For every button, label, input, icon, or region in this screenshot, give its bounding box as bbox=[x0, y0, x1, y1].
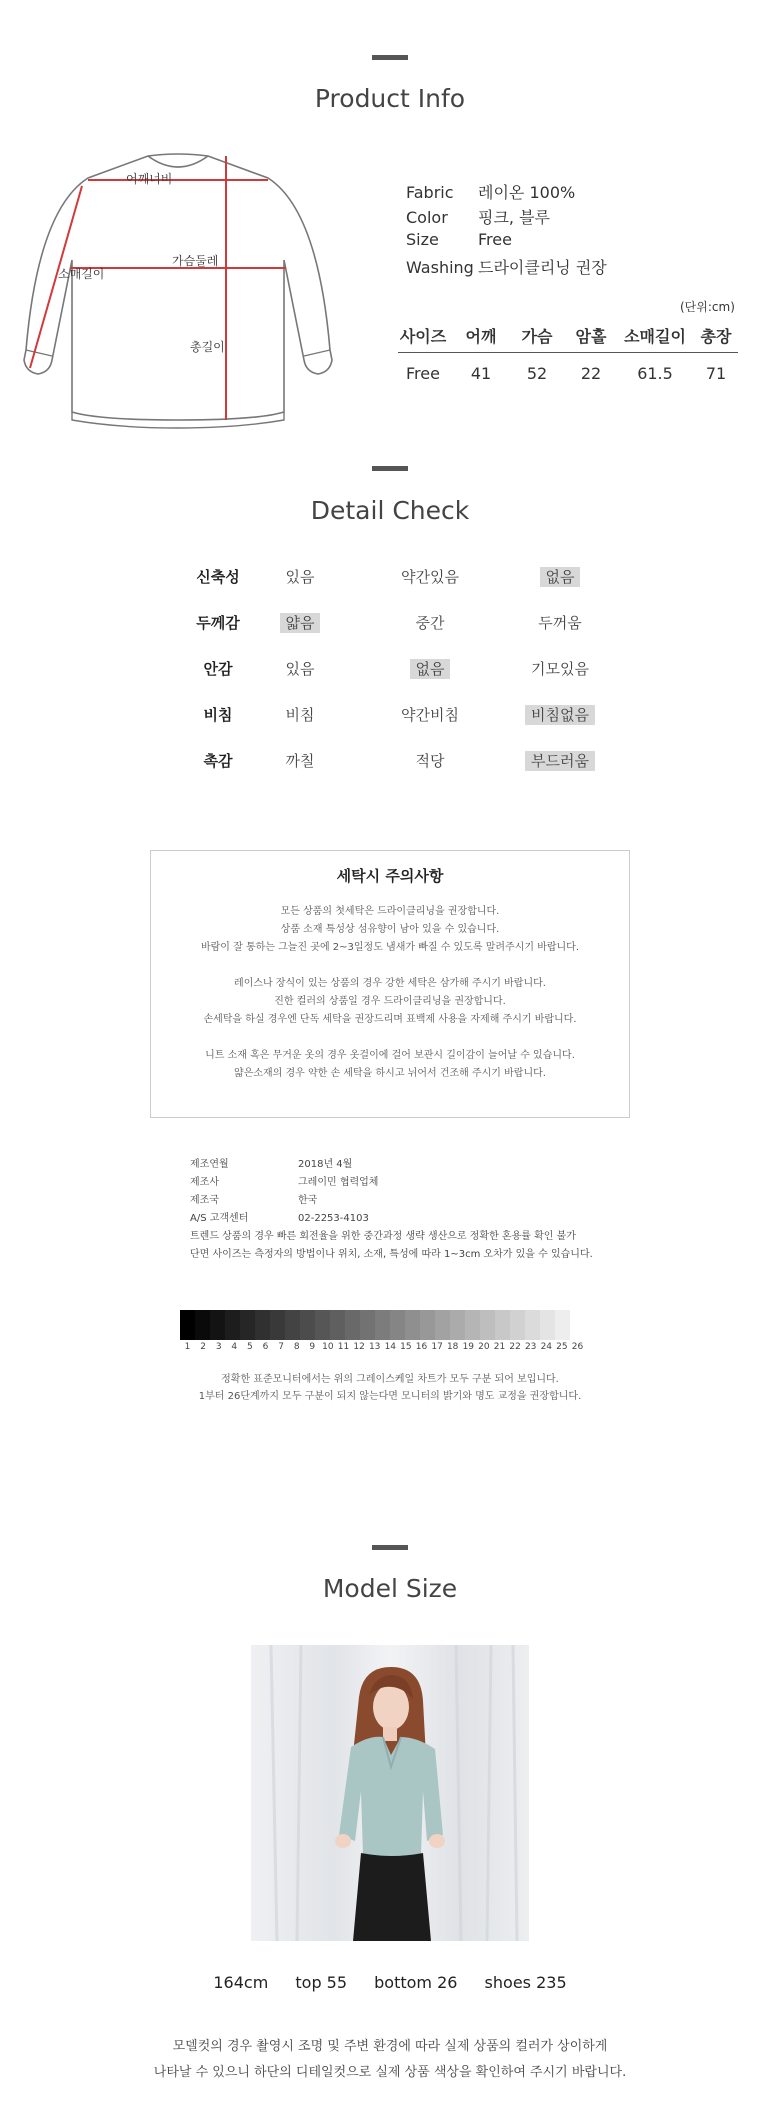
care-box bbox=[150, 850, 630, 1118]
detail-row bbox=[0, 700, 780, 730]
detail-row bbox=[0, 562, 780, 592]
model-note: 나타날 수 있으니 하단의 디테일컷으로 실제 상품 색상을 확인하여 주시기 바랍니다. bbox=[153, 2065, 627, 2080]
grayscale-swatch bbox=[420, 1310, 435, 1340]
grayscale-swatch bbox=[255, 1310, 270, 1340]
detail-check-title: Detail Check bbox=[310, 496, 470, 525]
grayscale-number: 7 bbox=[278, 1342, 284, 1352]
spec-color: Color 핑크, 블루 bbox=[406, 208, 550, 227]
grayscale-number: 20 bbox=[478, 1342, 490, 1352]
header-cell: 암홀 bbox=[575, 327, 607, 346]
detail-option-label: 중간 bbox=[415, 614, 445, 632]
header-cell: 가슴 bbox=[521, 327, 553, 346]
grayscale-swatch bbox=[210, 1310, 225, 1340]
grayscale-swatch bbox=[510, 1310, 525, 1340]
section-divider bbox=[372, 1545, 408, 1550]
detail-row bbox=[0, 608, 780, 638]
table-cell: 71 bbox=[705, 364, 727, 383]
detail-option-label: 두꺼움 bbox=[538, 614, 582, 632]
detail-row bbox=[0, 654, 780, 684]
grayscale-number: 16 bbox=[415, 1342, 428, 1352]
detail-option bbox=[370, 566, 490, 587]
header-cell: 총장 bbox=[700, 327, 732, 346]
grayscale-swatch bbox=[270, 1310, 285, 1340]
manufacture-row: 제조사 그레이민 협력업체 bbox=[190, 1177, 379, 1188]
manufacture-row: 제조국 한국 bbox=[190, 1195, 318, 1206]
detail-row-label: 촉감 bbox=[203, 752, 233, 770]
grayscale-swatch bbox=[345, 1310, 360, 1340]
detail-option bbox=[370, 612, 490, 633]
grayscale-number: 22 bbox=[509, 1342, 521, 1352]
table-cell: 52 bbox=[526, 364, 548, 383]
detail-option bbox=[240, 750, 360, 771]
grayscale-swatch bbox=[555, 1310, 570, 1340]
model-size-title: Model Size bbox=[322, 1574, 458, 1603]
chest-label: 가슴둘레 bbox=[172, 254, 219, 268]
model-note: 모델컷의 경우 촬영시 조명 및 주변 환경에 따라 실제 상품의 컬러가 상이하게 bbox=[172, 2039, 608, 2054]
grayscale-swatch bbox=[390, 1310, 405, 1340]
detail-option bbox=[370, 658, 490, 679]
detail-option-label: 적당 bbox=[415, 752, 445, 770]
model-shoes: shoes 235 bbox=[484, 1973, 567, 1992]
detail-option-label: 있음 bbox=[285, 660, 315, 678]
manufacture-note: 트렌드 상품의 경우 빠른 회전율을 위한 중간과정 생략 생산으로 정확한 혼용률 확인 불가 bbox=[190, 1231, 576, 1242]
spec-washing: Washing 드라이클리닝 권장 bbox=[406, 258, 607, 277]
product-info-title: Product Info bbox=[314, 84, 466, 113]
detail-option-selected: 없음 bbox=[540, 567, 581, 587]
grayscale-number: 15 bbox=[400, 1342, 412, 1352]
grayscale-numbers bbox=[180, 1342, 596, 1356]
model-illustration bbox=[251, 1645, 529, 1941]
care-title: 세탁시 주의사항 bbox=[336, 867, 444, 885]
table-cell: Free bbox=[406, 364, 440, 383]
model-height: 164cm bbox=[213, 1973, 269, 1992]
grayscale-number: 23 bbox=[524, 1342, 537, 1352]
grayscale-swatch bbox=[495, 1310, 510, 1340]
sweater-diagram bbox=[18, 150, 348, 430]
detail-option bbox=[240, 566, 360, 587]
grayscale-number: 9 bbox=[309, 1342, 316, 1352]
care-line: 레이스나 장식이 있는 상품의 경우 강한 세탁은 삼가해 주시기 바랍니다. bbox=[234, 978, 546, 989]
manufacture-row: 제조연월 2018년 4월 bbox=[190, 1159, 353, 1170]
detail-option-label: 있음 bbox=[285, 568, 315, 586]
detail-option bbox=[370, 704, 490, 725]
grayscale-number: 3 bbox=[215, 1342, 222, 1352]
detail-row-label: 안감 bbox=[203, 660, 233, 678]
detail-row-label: 신축성 bbox=[196, 568, 240, 586]
grayscale-chart bbox=[180, 1310, 570, 1340]
table-cell: 41 bbox=[470, 364, 492, 383]
detail-option bbox=[500, 658, 620, 679]
grayscale-number: 25 bbox=[556, 1342, 568, 1352]
detail-option-selected: 얇음 bbox=[280, 613, 321, 633]
grayscale-swatch bbox=[195, 1310, 210, 1340]
header-cell: 소매길이 bbox=[624, 327, 686, 346]
detail-option bbox=[370, 750, 490, 771]
detail-option-label: 까칠 bbox=[285, 752, 315, 770]
grayscale-note: 1부터 26단계까지 모두 구분이 되지 않는다면 모니터의 밝기와 명도 교정을 권장합니다. bbox=[198, 1391, 582, 1402]
unit-label: (단위:cm) bbox=[680, 300, 735, 314]
grayscale-swatch bbox=[375, 1310, 390, 1340]
detail-option bbox=[500, 612, 620, 633]
grayscale-number: 4 bbox=[231, 1342, 238, 1352]
grayscale-swatch bbox=[330, 1310, 345, 1340]
grayscale-number: 6 bbox=[262, 1342, 269, 1352]
length-label: 총길이 bbox=[190, 340, 225, 354]
detail-option-label: 기모있음 bbox=[531, 660, 589, 678]
grayscale-number: 2 bbox=[200, 1342, 206, 1352]
grayscale-number: 17 bbox=[431, 1342, 443, 1352]
grayscale-number: 21 bbox=[493, 1342, 506, 1352]
grayscale-swatch bbox=[315, 1310, 330, 1340]
grayscale-swatch bbox=[240, 1310, 255, 1340]
care-line: 진한 컬러의 상품일 경우 드라이클리닝을 권장합니다. bbox=[274, 996, 506, 1007]
detail-row-label: 두께감 bbox=[196, 614, 240, 632]
grayscale-number: 1 bbox=[184, 1342, 191, 1352]
detail-option bbox=[240, 612, 360, 633]
care-line: 얇은소재의 경우 약한 손 세탁을 하시고 뉘어서 건조해 주시기 바랍니다. bbox=[234, 1068, 546, 1079]
detail-option-selected: 비침없음 bbox=[525, 705, 595, 725]
grayscale-number: 11 bbox=[337, 1342, 350, 1352]
table-cell: 22 bbox=[580, 364, 602, 383]
grayscale-swatch bbox=[180, 1310, 195, 1340]
size-table-row bbox=[398, 358, 738, 392]
grayscale-swatch bbox=[360, 1310, 375, 1340]
manufacture-row: A/S 고객센터 02-2253-4103 bbox=[190, 1213, 369, 1224]
grayscale-number: 26 bbox=[571, 1342, 584, 1352]
manufacture-note: 단면 사이즈는 측정자의 방법이나 위치, 소재, 특성에 따라 1~3cm 오차가 있을 수 있습니다. bbox=[190, 1249, 593, 1260]
model-top: top 55 bbox=[295, 1973, 348, 1992]
size-table-header bbox=[398, 318, 738, 353]
detail-option bbox=[240, 704, 360, 725]
grayscale-number: 8 bbox=[293, 1342, 300, 1352]
grayscale-swatch bbox=[540, 1310, 555, 1340]
grayscale-swatch bbox=[225, 1310, 240, 1340]
care-line: 상품 소재 특성상 섬유향이 남아 있을 수 있습니다. bbox=[280, 924, 500, 935]
header-cell: 어깨 bbox=[465, 327, 497, 346]
grayscale-swatch bbox=[405, 1310, 420, 1340]
detail-option-selected: 없음 bbox=[410, 659, 451, 679]
sleeve-label: 소매길이 bbox=[58, 267, 105, 281]
grayscale-number: 18 bbox=[446, 1342, 459, 1352]
detail-option-label: 약간비침 bbox=[401, 706, 459, 724]
detail-option-label: 비침 bbox=[285, 706, 315, 724]
grayscale-number: 10 bbox=[322, 1342, 334, 1352]
grayscale-swatch bbox=[435, 1310, 450, 1340]
header-cell: 사이즈 bbox=[399, 327, 447, 346]
grayscale-number: 12 bbox=[353, 1342, 365, 1352]
detail-option-selected: 부드러움 bbox=[525, 751, 595, 771]
grayscale-number: 5 bbox=[247, 1342, 253, 1352]
grayscale-number: 24 bbox=[540, 1342, 553, 1352]
section-divider bbox=[372, 55, 408, 60]
spec-size: Size Free bbox=[406, 230, 512, 249]
model-stats bbox=[0, 1973, 780, 1992]
grayscale-note: 정확한 표준모니터에서는 위의 그레이스케일 차트가 모두 구분 되어 보입니다. bbox=[221, 1374, 559, 1385]
shoulder-label: 어깨너비 bbox=[126, 172, 173, 186]
detail-option bbox=[500, 750, 620, 771]
section-divider bbox=[372, 466, 408, 471]
grayscale-number: 19 bbox=[462, 1342, 475, 1352]
detail-option bbox=[500, 704, 620, 725]
care-line: 니트 소재 혹은 무거운 옷의 경우 옷걸이에 걸어 보관시 길이감이 늘어날 수 있습니다. bbox=[205, 1050, 575, 1061]
grayscale-swatch bbox=[285, 1310, 300, 1340]
detail-option-label: 약간있음 bbox=[401, 568, 459, 586]
grayscale-number: 13 bbox=[368, 1342, 381, 1352]
grayscale-number: 14 bbox=[384, 1342, 397, 1352]
spec-fabric: Fabric 레이온 100% bbox=[406, 183, 576, 202]
care-line: 바람이 잘 통하는 그늘진 곳에 2~3일정도 냄새가 빠질 수 있도록 말려주시기 바랍니다. bbox=[200, 942, 580, 953]
detail-row-label: 비침 bbox=[203, 706, 233, 724]
detail-option bbox=[500, 566, 620, 587]
detail-option bbox=[240, 658, 360, 679]
detail-row bbox=[0, 746, 780, 776]
model-photo bbox=[251, 1645, 529, 1941]
care-line: 모든 상품의 첫세탁은 드라이클리닝을 권장합니다. bbox=[280, 906, 500, 917]
grayscale-swatch bbox=[450, 1310, 465, 1340]
care-line: 손세탁을 하실 경우엔 단독 세탁을 권장드리며 표백제 사용을 자제해 주시기 바랍니다. bbox=[203, 1014, 577, 1025]
model-bottom: bottom 26 bbox=[374, 1973, 458, 1992]
table-cell: 61.5 bbox=[637, 364, 673, 383]
grayscale-swatch bbox=[300, 1310, 315, 1340]
grayscale-swatch bbox=[480, 1310, 495, 1340]
grayscale-swatch bbox=[525, 1310, 540, 1340]
grayscale-swatch bbox=[465, 1310, 480, 1340]
